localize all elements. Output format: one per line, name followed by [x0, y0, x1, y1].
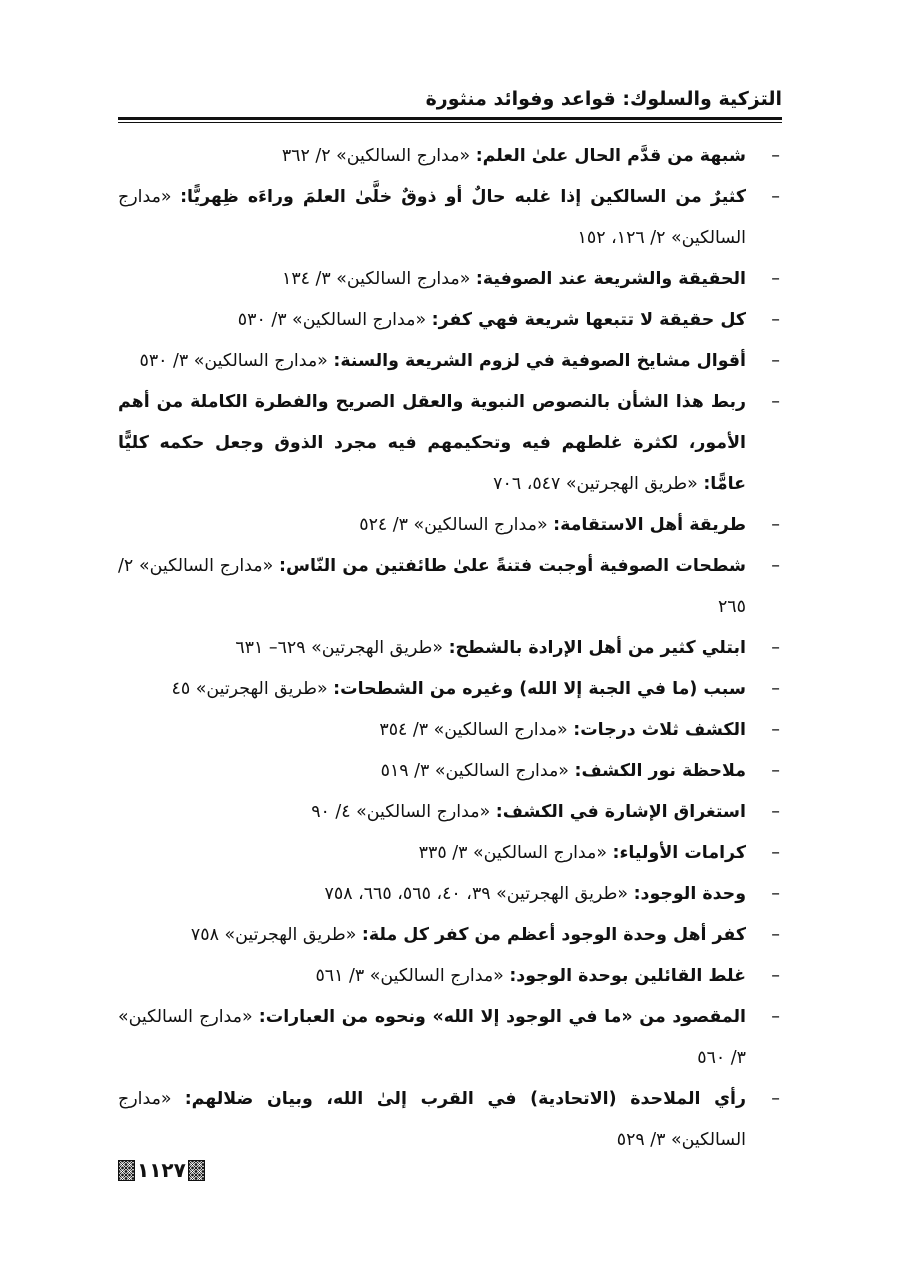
- entry-reference: «مدارج السالكين» ٣/ ١٣٤: [282, 269, 471, 289]
- entry-reference: «طريق الهجرتين» ٥٤٧، ٧٠٦: [493, 474, 698, 494]
- entry-dash: –: [771, 556, 780, 576]
- index-entry: [118, 136, 782, 177]
- entry-reference: «طريق الهجرتين» ٧٥٨: [190, 925, 357, 945]
- index-entry: [118, 300, 782, 341]
- entry-topic: كثيرٌ من السالكين إذا غلبه حالٌ أو ذوقٌ خلَّىٰ العلمَ وراءَه ظِهريًّا:: [180, 187, 746, 207]
- index-entry: [118, 874, 782, 915]
- entry-reference: «مدارج السالكين» ٣/ ٥١٩: [380, 761, 569, 781]
- entry-reference: «مدارج السالكين» ٣/ ٥٣٠: [139, 351, 328, 371]
- entry-reference: «مدارج السالكين» ٣/ ٥٦٠: [118, 1007, 746, 1068]
- entry-topic: طريقة أهل الاستقامة:: [553, 515, 746, 535]
- page-footer: [118, 1155, 205, 1185]
- page-header: [118, 82, 782, 122]
- entry-dash: –: [771, 351, 780, 371]
- index-entry: [118, 915, 782, 956]
- header-rule: [118, 117, 782, 123]
- entry-reference: «مدارج السالكين» ٣/ ٥٢٤: [359, 515, 548, 535]
- entry-topic: استغراق الإشارة في الكشف:: [495, 802, 746, 822]
- index-entry: [118, 259, 782, 300]
- entry-dash: –: [771, 269, 780, 289]
- entry-topic: الكشف ثلاث درجات:: [573, 720, 746, 740]
- index-entry: [118, 628, 782, 669]
- entry-dash: –: [771, 310, 780, 330]
- entry-reference: «مدارج السالكين» ٣/ ٥٣٠: [237, 310, 427, 330]
- entry-dash: –: [771, 515, 780, 535]
- entry-topic: سبب (ما في الجبة إلا الله) وغيره من الشطحات:: [333, 679, 746, 699]
- entry-dash: –: [771, 1089, 780, 1109]
- index-entry: [118, 546, 782, 628]
- entry-dash: –: [771, 392, 780, 412]
- index-entry-list: [118, 136, 782, 1161]
- entry-reference: «مدارج السالكين» ٢/ ٢٦٥: [118, 556, 746, 617]
- entry-topic: رأي الملاحدة (الاتحادية) في القرب إلىٰ الله، وبيان ضلالهم:: [184, 1089, 747, 1109]
- entry-topic: ابتلي كثير من أهل الإرادة بالشطح:: [448, 638, 746, 658]
- entry-topic: شطحات الصوفية أوجبت فتنةً علىٰ طائفتين من النّاس:: [279, 556, 746, 576]
- entry-reference: «مدارج السالكين» ٣/ ٥٢٩: [118, 1089, 746, 1150]
- entry-dash: –: [771, 638, 780, 658]
- entry-topic: كفر أهل وحدة الوجود أعظم من كفر كل ملة:: [361, 925, 746, 945]
- entry-reference: «مدارج السالكين» ٢/ ٣٦٢: [281, 146, 471, 166]
- index-entry: [118, 833, 782, 874]
- entry-reference: «طريق الهجرتين» ٦٢٩– ٦٣١: [235, 638, 444, 658]
- index-entry: [118, 751, 782, 792]
- entry-dash: –: [771, 761, 780, 781]
- folio-ornament-left-icon: [118, 1160, 135, 1181]
- entry-dash: –: [771, 843, 780, 863]
- entry-topic: كرامات الأولياء:: [612, 843, 746, 863]
- entry-topic: ربط هذا الشأن بالنصوص النبوية والعقل الصريح والفطرة الكاملة من أهم الأمور، لكثرة غلطهم فيه وتحكيمهم فيه مجرد الذوق وجعل حكمه كليًّا عامًّا:: [118, 392, 746, 494]
- index-entry: [118, 710, 782, 751]
- index-entry: [118, 1079, 782, 1161]
- entry-dash: –: [771, 966, 780, 986]
- entry-reference: «مدارج السالكين» ٣/ ٣٥٤: [379, 720, 568, 740]
- entry-dash: –: [771, 146, 780, 166]
- entry-reference: «مدارج السالكين» ٤/ ٩٠: [311, 802, 491, 822]
- entry-dash: –: [771, 720, 780, 740]
- index-entry: [118, 792, 782, 833]
- entry-reference: «طريق الهجرتين» ٤٥: [171, 679, 328, 699]
- entry-dash: –: [771, 679, 780, 699]
- entry-dash: –: [771, 925, 780, 945]
- entry-reference: «مدارج السالكين» ٣/ ٣٣٥: [418, 843, 608, 863]
- entry-topic: الحقيقة والشريعة عند الصوفية:: [475, 269, 746, 289]
- entry-reference: «مدارج السالكين» ٢/ ١٢٦، ١٥٢: [118, 187, 746, 248]
- index-entry: [118, 505, 782, 546]
- entry-topic: وحدة الوجود:: [633, 884, 746, 904]
- entry-reference: «مدارج السالكين» ٣/ ٥٦١: [315, 966, 504, 986]
- index-entry: [118, 997, 782, 1079]
- entry-topic: غلط القائلين بوحدة الوجود:: [509, 966, 746, 986]
- entry-dash: –: [771, 884, 780, 904]
- running-title: التزكية والسلوك: قواعد وفوائد منثورة: [425, 88, 782, 110]
- index-entry: [118, 177, 782, 259]
- entry-reference: «طريق الهجرتين» ٣٩، ٤٠، ٥٦٥، ٦٦٥، ٧٥٨: [324, 884, 629, 904]
- entry-topic: كل حقيقة لا تتبعها شريعة فهي كفر:: [431, 310, 746, 330]
- entry-topic: أقوال مشايخ الصوفية في لزوم الشريعة والسنة:: [333, 351, 746, 371]
- entry-dash: –: [771, 1007, 780, 1027]
- entry-topic: شبهة من قدَّم الحال علىٰ العلم:: [475, 146, 746, 166]
- entry-topic: المقصود من «ما في الوجود إلا الله» ونحوه من العبارات:: [258, 1007, 746, 1027]
- index-entry: [118, 382, 782, 505]
- page-number: ١١٢٧: [137, 1158, 186, 1182]
- folio-ornament-right-icon: [188, 1160, 205, 1181]
- index-entry: [118, 341, 782, 382]
- entry-topic: ملاحظة نور الكشف:: [574, 761, 746, 781]
- index-entry: [118, 669, 782, 710]
- entry-dash: –: [771, 802, 780, 822]
- entry-dash: –: [771, 187, 780, 207]
- index-entry: [118, 956, 782, 997]
